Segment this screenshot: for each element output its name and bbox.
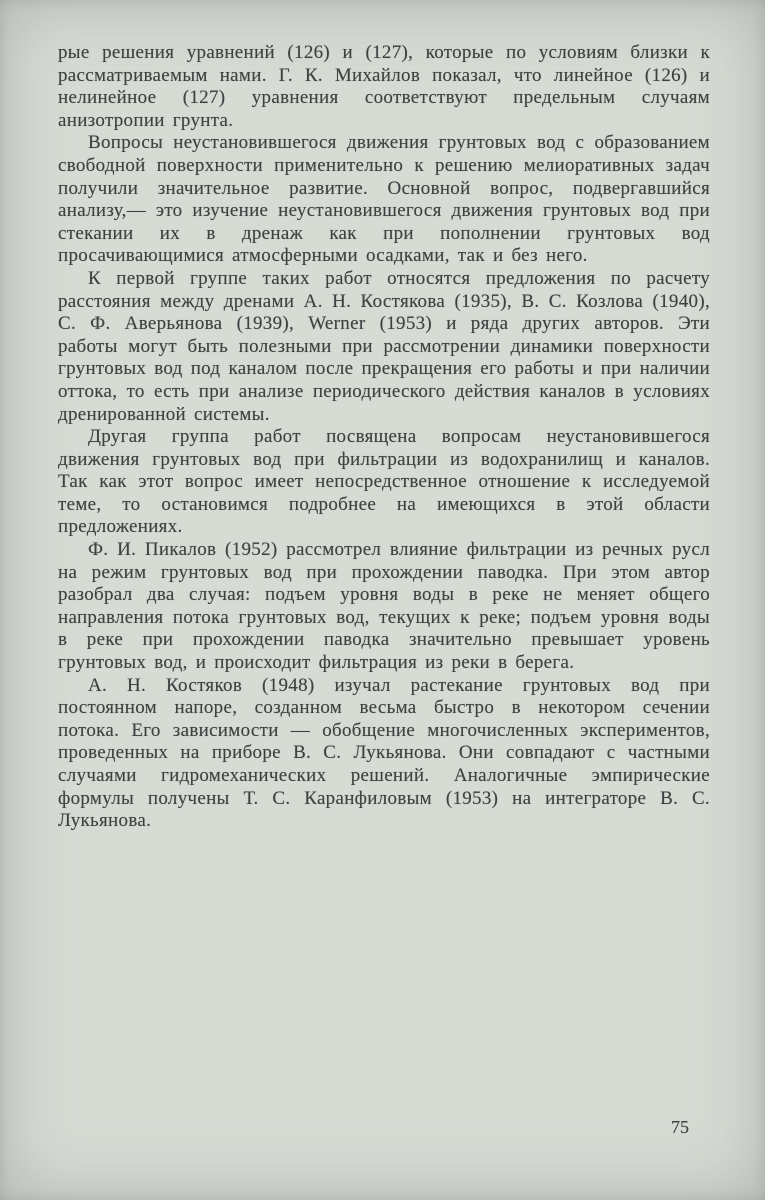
paragraph: К первой группе таких работ относятся предложения по расчету расстояния между дренами А. Н. Костякова (1935), В. С. Козлова (1940), С. Ф. Аверьянова (1939), Werner (1953) и ряда других авторов. Эти работы могут быть полезными при рассмотрении динамики поверхности грунтовых вод под каналом после прекращения его работы и при наличии оттока, то есть при анализе периодического действия каналов в условиях дренированной системы. [58,267,710,425]
paragraph: Вопросы неустановившегося движения грунтовых вод с образованием свободной поверхности применительно к решению мелиоративных задач получили значительное развитие. Основной вопрос, подвергавшийся анализу,— это изучение неустановившегося движения грунтовых вод при стекании их в дренаж как при пополнении грунтовых вод просачивающимися атмосферными осадками, так и без него. [58,132,710,267]
paragraph: Другая группа работ посвящена вопросам неустановившегося движения грунтовых вод при фильтрации из водохранилищ и каналов. Так как этот вопрос имеет непосредственное отношение к исследуемой теме, то остановимся подробнее на имеющихся в этой области предложениях. [58,426,710,538]
paragraph: рые решения уравнений (126) и (127), которые по условиям близки к рассматриваемым нами. Г. К. Михайлов показал, что линейное (126) и нелинейное (127) уравнения соответствуют предельным случаям анизотропии грунта. [58,42,710,131]
text-block [58,42,710,833]
paragraph: А. Н. Костяков (1948) изучал растекание грунтовых вод при постоянном напоре, созданном весьма быстро в некотором сечении потока. Его зависимости — обобщение многочисленных экспериментов, проведенных на приборе В. С. Лукьянова. Они совпадают с частными случаями гидромеханических решений. Аналогичные эмпирические формулы получены Т. С. Каранфиловым (1953) на интеграторе В. С. Лукьянова. [58,674,710,832]
page-number: 75 [671,1117,689,1137]
paragraph: Ф. И. Пикалов (1952) рассмотрел влияние фильтрации из речных русл на режим грунтовых вод при прохождении паводка. При этом автор разобрал два случая: подъем уровня воды в реке не меняет общего направления потока грунтовых вод, текущих к реке; подъем уровня воды в реке при прохождении паводка значительно превышает уровень грунтовых вод, и происходит фильтрация из реки в берега. [58,539,710,674]
